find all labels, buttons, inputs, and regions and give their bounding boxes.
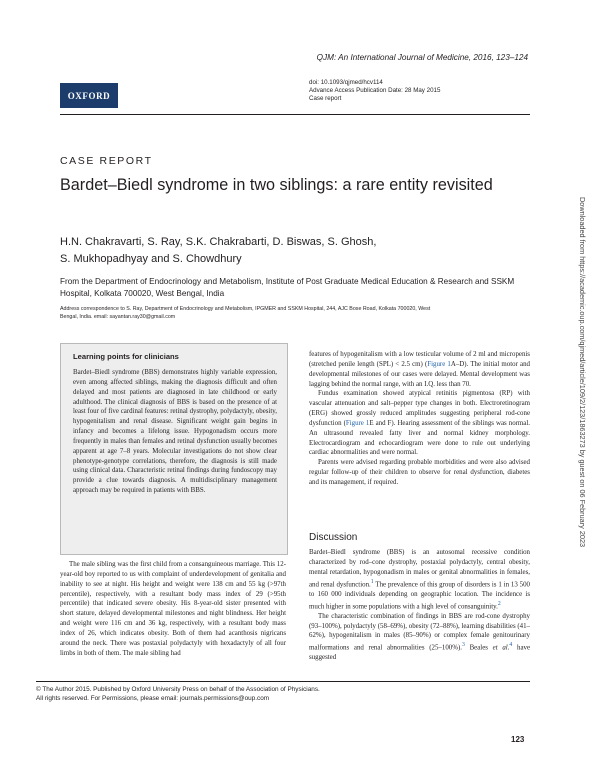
header-divider <box>60 114 530 115</box>
authors-line-2: S. Mukhopadhyay and S. Chowdhury <box>60 252 242 265</box>
learning-points-box <box>60 343 288 555</box>
correspondence <box>60 306 540 322</box>
copyright-line-2: All rights reserved. For Permissions, please email: journals.permissions@oup.com <box>36 694 270 702</box>
correspondence-line-1: Address correspondence to S. Ray, Department of Endocrinology and Metabolism, IPGMER and SSKM Hospital, 244, AJC Bose Road, Kolkata 700020, West <box>60 306 431 312</box>
footer-divider <box>36 681 530 682</box>
advance-access-date: Advance Access Publication Date: 28 May 2015 <box>309 87 441 94</box>
article-title: Bardet–Biedl syndrome in two siblings: a rare entity revisited <box>60 176 493 194</box>
figure-1-link-2[interactable]: Figure 1 <box>345 419 370 427</box>
download-watermark <box>578 197 588 572</box>
discussion-paragraph-1: Bardet–Biedl syndrome (BBS) is an autosomal recessive condition characterized by rod–cone dystrophy, postaxial polydactyly, central obesity, mental retardation, hypogonadism in males or genital abnormalities in females, and renal dysfunction.$^1$ The prevalence of this group of disorders is 1 in 13 500 to 160 000 individuals depending on geographic location. The incidence is much higher in some populations with a high level of consanguinity.$^2$ <box>309 549 530 610</box>
case-paragraph-2: features of hypogenitalism with a low testicular volume of 2 ml and micropenis (stretched penile length (SPL) < 2.5 cm) (Figure 1A–D). The initial motor and developmental milestones of our cases were delayed. Mental development was lagging behind the normal range, with an I.Q. less than 70. <box>309 351 530 388</box>
learning-points-title: Learning points for clinicians <box>73 352 179 361</box>
journal-header <box>317 53 528 79</box>
affiliation: From the Department of Endocrinology and Metabolism, Institute of Post Graduate Medical Education & Research and SSKM Hospital, Kolkata 700020, West Bengal, India <box>60 277 515 299</box>
learning-points-text: Bardet–Biedl syndrome (BBS) demonstrates highly variable expression, even among affected siblings, making the diagnosis difficult and often delayed and most patients are diagnosed in late childhood or early adulthood. The clinical diagnosis of BBS is based on the presence of at least four of five cardinal features: retinal dystrophy, polydactyly, obesity, hypogenitalism and renal disease. Significant weight gain begins in infancy and becomes a lifelong issue. Hypogonadism occurs more frequently in males than females and retinal dysfunction usually becomes apparent at age 7–8 years. Molecular investigations do not show clear phenotype-genotype correlations, therefore, the diagnosis is still made using clinical data. Characteristic retinal findings during fundoscopy may provide a clue towards diagnosis. A multidisciplinary management approach may be required in patients with BBS. <box>73 369 277 495</box>
case-paragraph-4: Parents were advised regarding probable morbidities and were also advised regular follow-up of their children to observe for renal dysfunction, diabetes and its management, if required. <box>309 459 530 486</box>
download-watermark-text: Downloaded from https://academic.oup.com/qjmed/article/109/2/123/1863273 by guest on 06 February 2023 <box>578 197 587 548</box>
correspondence-line-2: Bengal, India. email: sayantan.ray30@gmail.com <box>60 313 176 320</box>
figure-1-link[interactable]: Figure 1 <box>427 360 451 368</box>
body-column-left <box>60 560 286 658</box>
page-number: 123 <box>511 735 525 744</box>
journal-citation: QJM: An International Journal of Medicine, 2016, 123–124 <box>316 53 528 62</box>
copyright-line-1: © The Author 2015. Published by Oxford University Press on behalf of the Association of Physicians. <box>36 686 320 693</box>
section-label: CASE REPORT <box>60 155 153 167</box>
discussion-paragraph-2: The characteristic combination of findings in BBS are rod-cone dystrophy (93–100%), polydactyly (58–69%), obesity (72–88%), learning disabilities (41–62%), hypogenitalism in males (85–90%) or complex female genitourinary malformations and renal abnormalities (25–100%).$^3$ Beales et al.$^4$ have suggested <box>309 612 531 662</box>
reference-1-link[interactable]: 1 <box>370 578 374 585</box>
discussion-heading: Discussion <box>309 532 358 543</box>
doi[interactable]: doi: 10.1093/qjmed/hcv114 <box>309 79 383 86</box>
case-paragraph-1: The male sibling was the first child from a consanguineous marriage. This 12-year-old boy reported to us with complaint of underdevelopment of genitalia and inability to see at night. His height and weight were 138 cm and 55 kg (>97th percentile), respectively, with a resultant body mass index of 29 (>95th percentile) that indicated severe obesity. His 8-year-old sister presented with short stature, delayed developmental milestones and night blindness. Her height and weight were 116 cm and 36 kg, respectively, with a resultant body mass index of 26, which indicates obesity. Both of them had acanthosis nigricans around the neck. There was postaxial polydactyly with hexadactyly of all four limbs in both of them. The male sibling had <box>60 561 286 657</box>
reference-4-link[interactable]: 4 <box>509 642 513 649</box>
author-list <box>60 234 530 267</box>
reference-2-link[interactable]: 2 <box>497 600 501 607</box>
authors-line-1: H.N. Chakravarti, S. Ray, S.K. Chakrabarti, D. Biswas, S. Ghosh, <box>60 236 377 248</box>
oxford-logo: OXFORD <box>60 83 118 108</box>
body-column-right-discussion <box>309 548 530 663</box>
case-paragraph-3: Fundus examination showed atypical retinitis pigmentosa (RP) with vascular attenuation and salt–pepper type changes in both. Electroretinogram (ERG) showed grossly reduced amplitudes suggesting peripheral rod-cone dysfunction (Figure 1E and F). Hearing assessment of the siblings was normal. An ultrasound revealed fatty liver and normal kidney morphology. Electrocardiogram and echocardiogram were done to rule out underlying cardiac abnormalities and were normal. <box>309 390 530 457</box>
article-meta <box>309 79 440 103</box>
article-type: Case report <box>309 95 342 102</box>
copyright-footer <box>36 686 320 703</box>
body-column-right-top <box>309 350 530 488</box>
reference-3-link[interactable]: 3 <box>461 642 465 649</box>
